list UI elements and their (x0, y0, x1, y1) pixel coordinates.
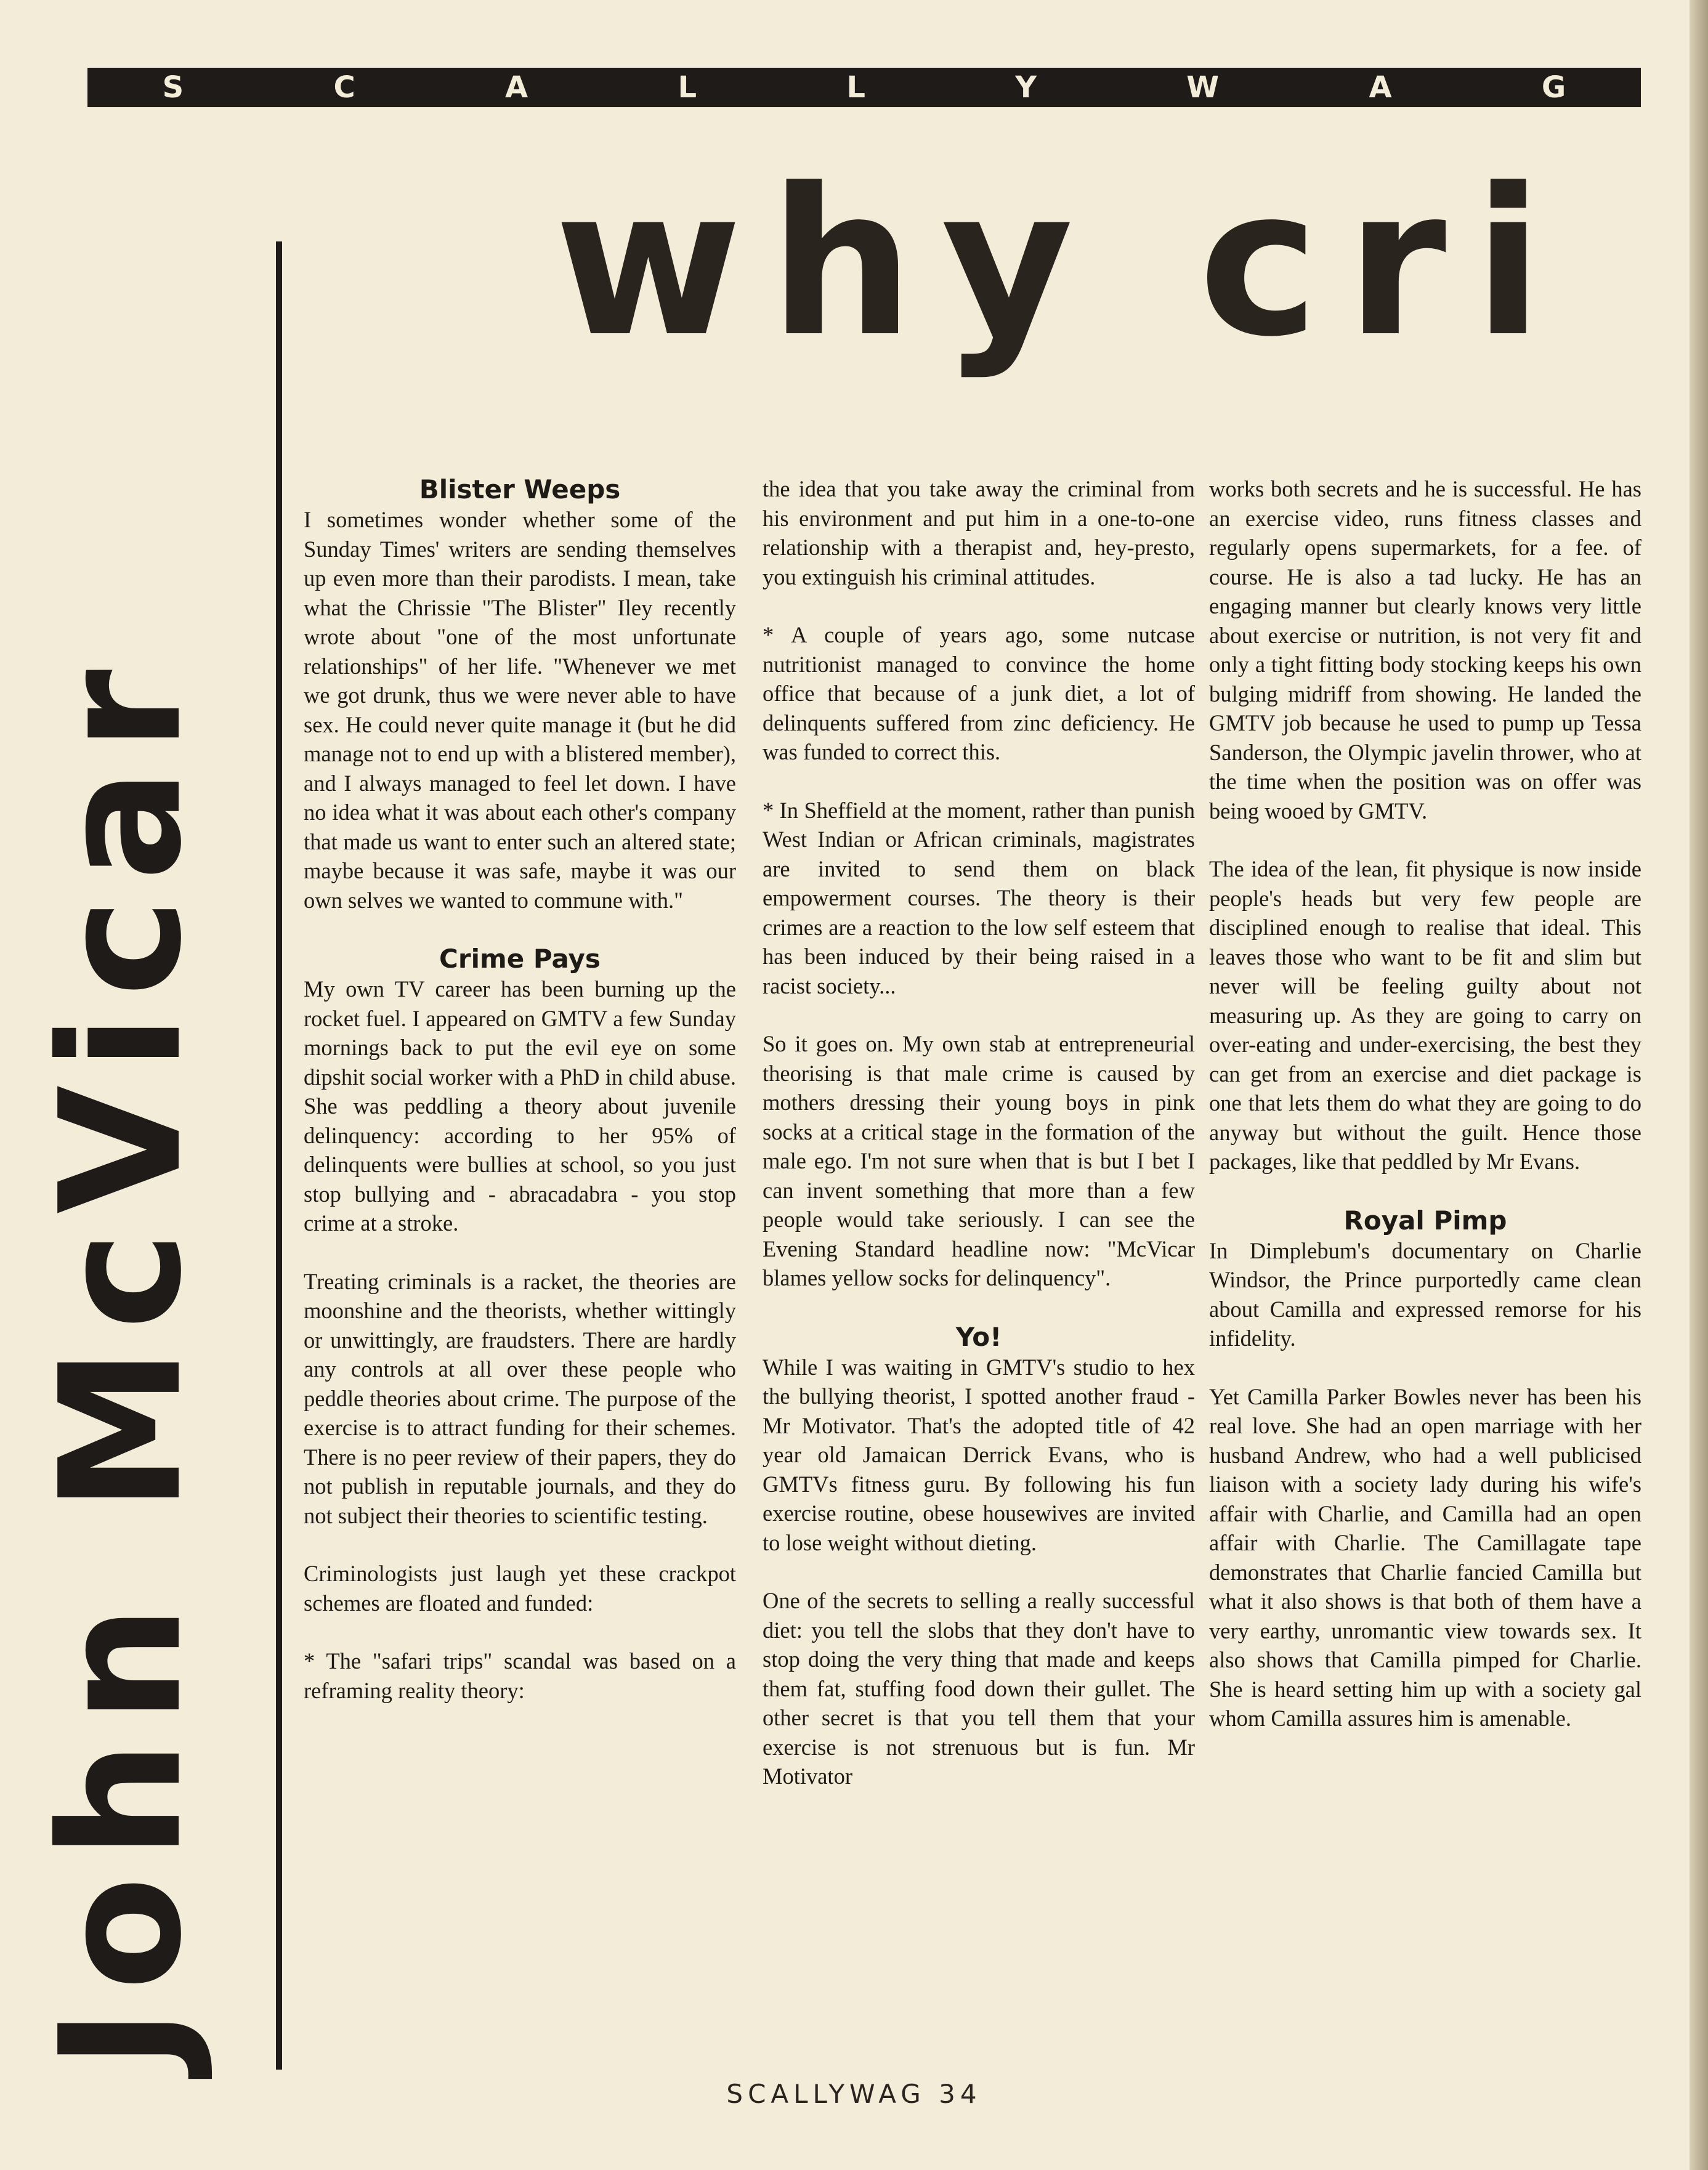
paragraph: I sometimes wonder whether some of the Sunday Times' writers are sending themselves up even more than their parodists. I mean, take what the Chrissie "The Blister" Iley recently wrote about "one of the most unfortunate relationships" of her life. "Whenever we met we got drunk, thus we were never able to have sex. He could never quite manage it (but he did manage not to end up with a blistered member), and I always managed to feel let down. I have no idea what it was about each other's company that made us want to enter such an altered state; maybe because it was safe, maybe it was our own selves we wanted to commune with." (304, 507, 736, 913)
vertical-rule (276, 241, 282, 2070)
paragraph: the idea that you take away the criminal from his environment and put him in a one-to-one relationship with a therapist and, hey-presto, you extinguish his criminal attitudes. (763, 476, 1195, 589)
paragraph: My own TV career has been burning up the rocket fuel. I appeared on GMTV a few Sunday mornings back to put the evil eye on some dipshit social worker with a PhD in child abuse. She was peddling a theory about juvenile delinquency: according to her 95% of delinquents were bullies at school, so you just stop bullying and - abracadabra - you stop crime at a stroke. (304, 976, 736, 1236)
masthead-letter: C (333, 70, 355, 105)
paragraph: The idea of the lean, fit physique is now inside people's heads but very few people are disciplined enough to realise that ideal. This leaves those who want to be fit and slim but never will be feeling guilty about not measuring up. As they are going to carry on over-eating and under-exercising, the best they can get from an exercise and diet package is one that lets them do what they are going to do anyway but without the guilt. Hence those packages, like that peddled by Mr Evans. (1209, 856, 1641, 1174)
author-byline: John McVicar (24, 652, 218, 2070)
paragraph: One of the secrets to selling a really successful diet: you tell the slobs that they don't have to stop doing the very thing that made and keeps them fat, stuffing food down their gullet. The other secret is that you tell them that your exercise is not strenuous but is fun. Mr Motivator (763, 1588, 1195, 1789)
masthead-letter: G (1541, 70, 1566, 105)
subhead-royal-pimp: Royal Pimp (1343, 1205, 1507, 1236)
paragraph: * In Sheffield at the moment, rather than punish West Indian or African criminals, magistrates are invited to send them on black empowerment courses. The theory is their crimes are a reaction to the low self esteem that has been induced by their being raised in a racist society... (763, 797, 1195, 998)
masthead-letter: W (1186, 70, 1220, 105)
article-headline: why cri (554, 145, 1571, 381)
masthead-letter: A (1369, 70, 1392, 105)
masthead-letter: L (846, 70, 865, 105)
masthead-letter: L (678, 70, 697, 105)
paragraph: works both secrets and he is successful. He has an exercise video, runs fitness classes and regularly opens supermarkets, for a fee. of course. He is also a tad lucky. He has an engaging manner but clearly knows very little about exercise or nutrition, is not very fit and only a tight fitting body stocking keeps his own bulging midriff from showing. He landed the GMTV job because he used to pump up Tessa Sanderson, the Olympic javelin thrower, who at the time when the position was on offer was being wooed by GMTV. (1209, 476, 1641, 824)
paragraph: So it goes on. My own stab at entrepreneurial theorising is that male crime is caused by mothers dressing their young boys in pink socks at a critical stage in the formation of the male ego. I'm not sure when that is but I bet I can invent something that more than a few people would take seriously. I can see the Evening Standard headline now: "McVicar blames yellow socks for delinquency". (763, 1031, 1195, 1290)
text-column-1 (304, 474, 736, 1734)
page-folio: SCALLYWAG 34 (726, 2079, 982, 2109)
paragraph: * The "safari trips" scandal was based on a reframing reality theory: (304, 1648, 736, 1703)
paragraph: Criminologists just laugh yet these crackpot schemes are floated and funded: (304, 1561, 736, 1616)
subhead-yo: Yo! (955, 1321, 1002, 1352)
paragraph: Yet Camilla Parker Bowles never has been his real love. She had an open marriage with her husband Andrew, who had a well publicised liaison with a society lady during his wife's affair with Charlie, and Camilla had an open affair with Charlie. The Camillagate tape demonstrates that Charlie fancied Camilla but what it also shows is that both of them have a very earthy, unromantic view towards sex. It also shows that Camilla pimped for Charlie. She is heard setting him up with a society gal whom Camilla assures him is amenable. (1209, 1383, 1641, 1731)
paragraph: While I was waiting in GMTV's studio to hex the bullying theorist, I spotted another fraud - Mr Motivator. That's the adopted title of 42 year old Jamaican Derrick Evans, who is GMTVs fitness guru. By following his fun exercise routine, obese housewives are invited to lose weight without dieting. (763, 1354, 1195, 1555)
paragraph: Treating criminals is a racket, the theories are moonshine and the theorists, whether wittingly or unwittingly, are fraudsters. There are hardly any controls at all over these people who peddle theories about crime. The purpose of the exercise is to attract funding for their schemes. There is no peer review of their papers, they do not publish in reputable journals, and they do not subject their theories to scientific testing. (304, 1268, 736, 1528)
subhead-blister-weeps: Blister Weeps (419, 474, 621, 504)
masthead-letter: S (162, 70, 184, 105)
paragraph: * A couple of years ago, some nutcase nutritionist managed to convince the home office that because of a junk diet, a lot of delinquents suffered from zinc deficiency. He was funded to correct this. (763, 622, 1195, 764)
masthead-letter: Y (1015, 70, 1037, 105)
subhead-crime-pays: Crime Pays (439, 944, 601, 974)
masthead-bar (87, 68, 1641, 107)
page-edge (1690, 0, 1708, 2170)
paragraph: In Dimplebum's documentary on Charlie Windsor, the Prince purportedly came clean about Camilla and expressed remorse for his infidelity. (1209, 1237, 1641, 1351)
masthead-letter: A (505, 70, 528, 105)
text-column-3 (1209, 474, 1641, 1762)
text-column-2 (763, 474, 1195, 1820)
